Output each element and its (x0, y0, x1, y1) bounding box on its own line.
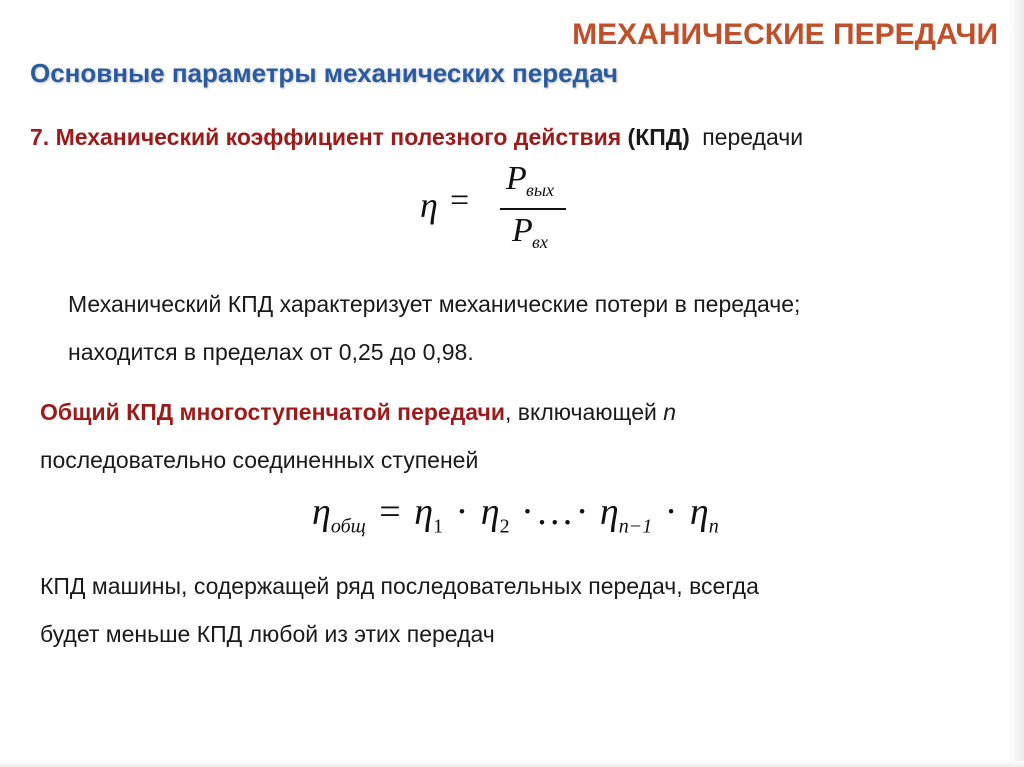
eta-2: η (480, 491, 500, 533)
eta-2-sub: 2 (499, 515, 510, 538)
ellipsis: … (535, 491, 574, 533)
dot-3: · (575, 491, 589, 533)
dot-4: · (664, 491, 678, 533)
eta-n-minus-1-sub: n−1 (618, 515, 653, 538)
multistage-n: n (663, 399, 677, 425)
multistage-rest: , включающей (505, 399, 664, 425)
slide-edge-bottom (0, 761, 1024, 767)
fraction-bar (500, 208, 566, 210)
dot-1: · (455, 491, 469, 533)
slide-edge-right (1008, 0, 1024, 767)
eta-n-sub: n (708, 515, 719, 538)
item-7-suffix: передачи (702, 124, 804, 150)
item-7-heading (30, 124, 803, 151)
item-7-abbr: (КПД) (627, 124, 690, 150)
total-efficiency-formula (312, 490, 719, 539)
formula-numerator: P (506, 160, 527, 197)
paragraph-machine-line-2: будет меньше КПД любой из этих передач (40, 621, 495, 647)
paragraph-machine (40, 562, 759, 658)
efficiency-formula (420, 160, 570, 260)
eta-n-minus-1: η (599, 491, 619, 533)
eta-total: η (312, 491, 331, 533)
paragraph-efficiency-line-2: находится в пределах от 0,25 до 0,98. (68, 339, 474, 365)
subtitle: Основные параметры механических передач (30, 58, 618, 88)
paragraph-machine-line-1: КПД машины, содержащей ряд последовательных передач, всегда (40, 573, 759, 599)
header-title: МЕХАНИЧЕСКИЕ ПЕРЕДАЧИ (572, 18, 998, 51)
formula2-equals: = (379, 491, 401, 533)
eta-1: η (414, 491, 434, 533)
formula-numerator-sub: вых (526, 180, 554, 200)
eta-total-sub: общ (330, 515, 366, 538)
eta-n: η (689, 491, 709, 533)
item-7-prefix: 7. Механический коэффициент полезного действия (30, 124, 622, 150)
formula-denominator-sub: вх (532, 232, 548, 252)
dot-2: · (521, 491, 534, 533)
paragraph-multistage-line-1 (40, 388, 676, 436)
paragraph-multistage-line-2: последовательно соединенных ступеней (40, 447, 479, 473)
formula-equals: = (450, 182, 470, 219)
paragraph-efficiency (68, 280, 800, 376)
paragraph-efficiency-line-1: Механический КПД характеризует механические потери в передаче; (68, 291, 801, 317)
formula-denominator: P (512, 212, 533, 249)
formula-eta: η (420, 185, 438, 225)
paragraph-multistage (40, 388, 676, 484)
multistage-bold: Общий КПД многоступенчатой передачи (40, 399, 506, 425)
eta-1-sub: 1 (433, 515, 444, 538)
